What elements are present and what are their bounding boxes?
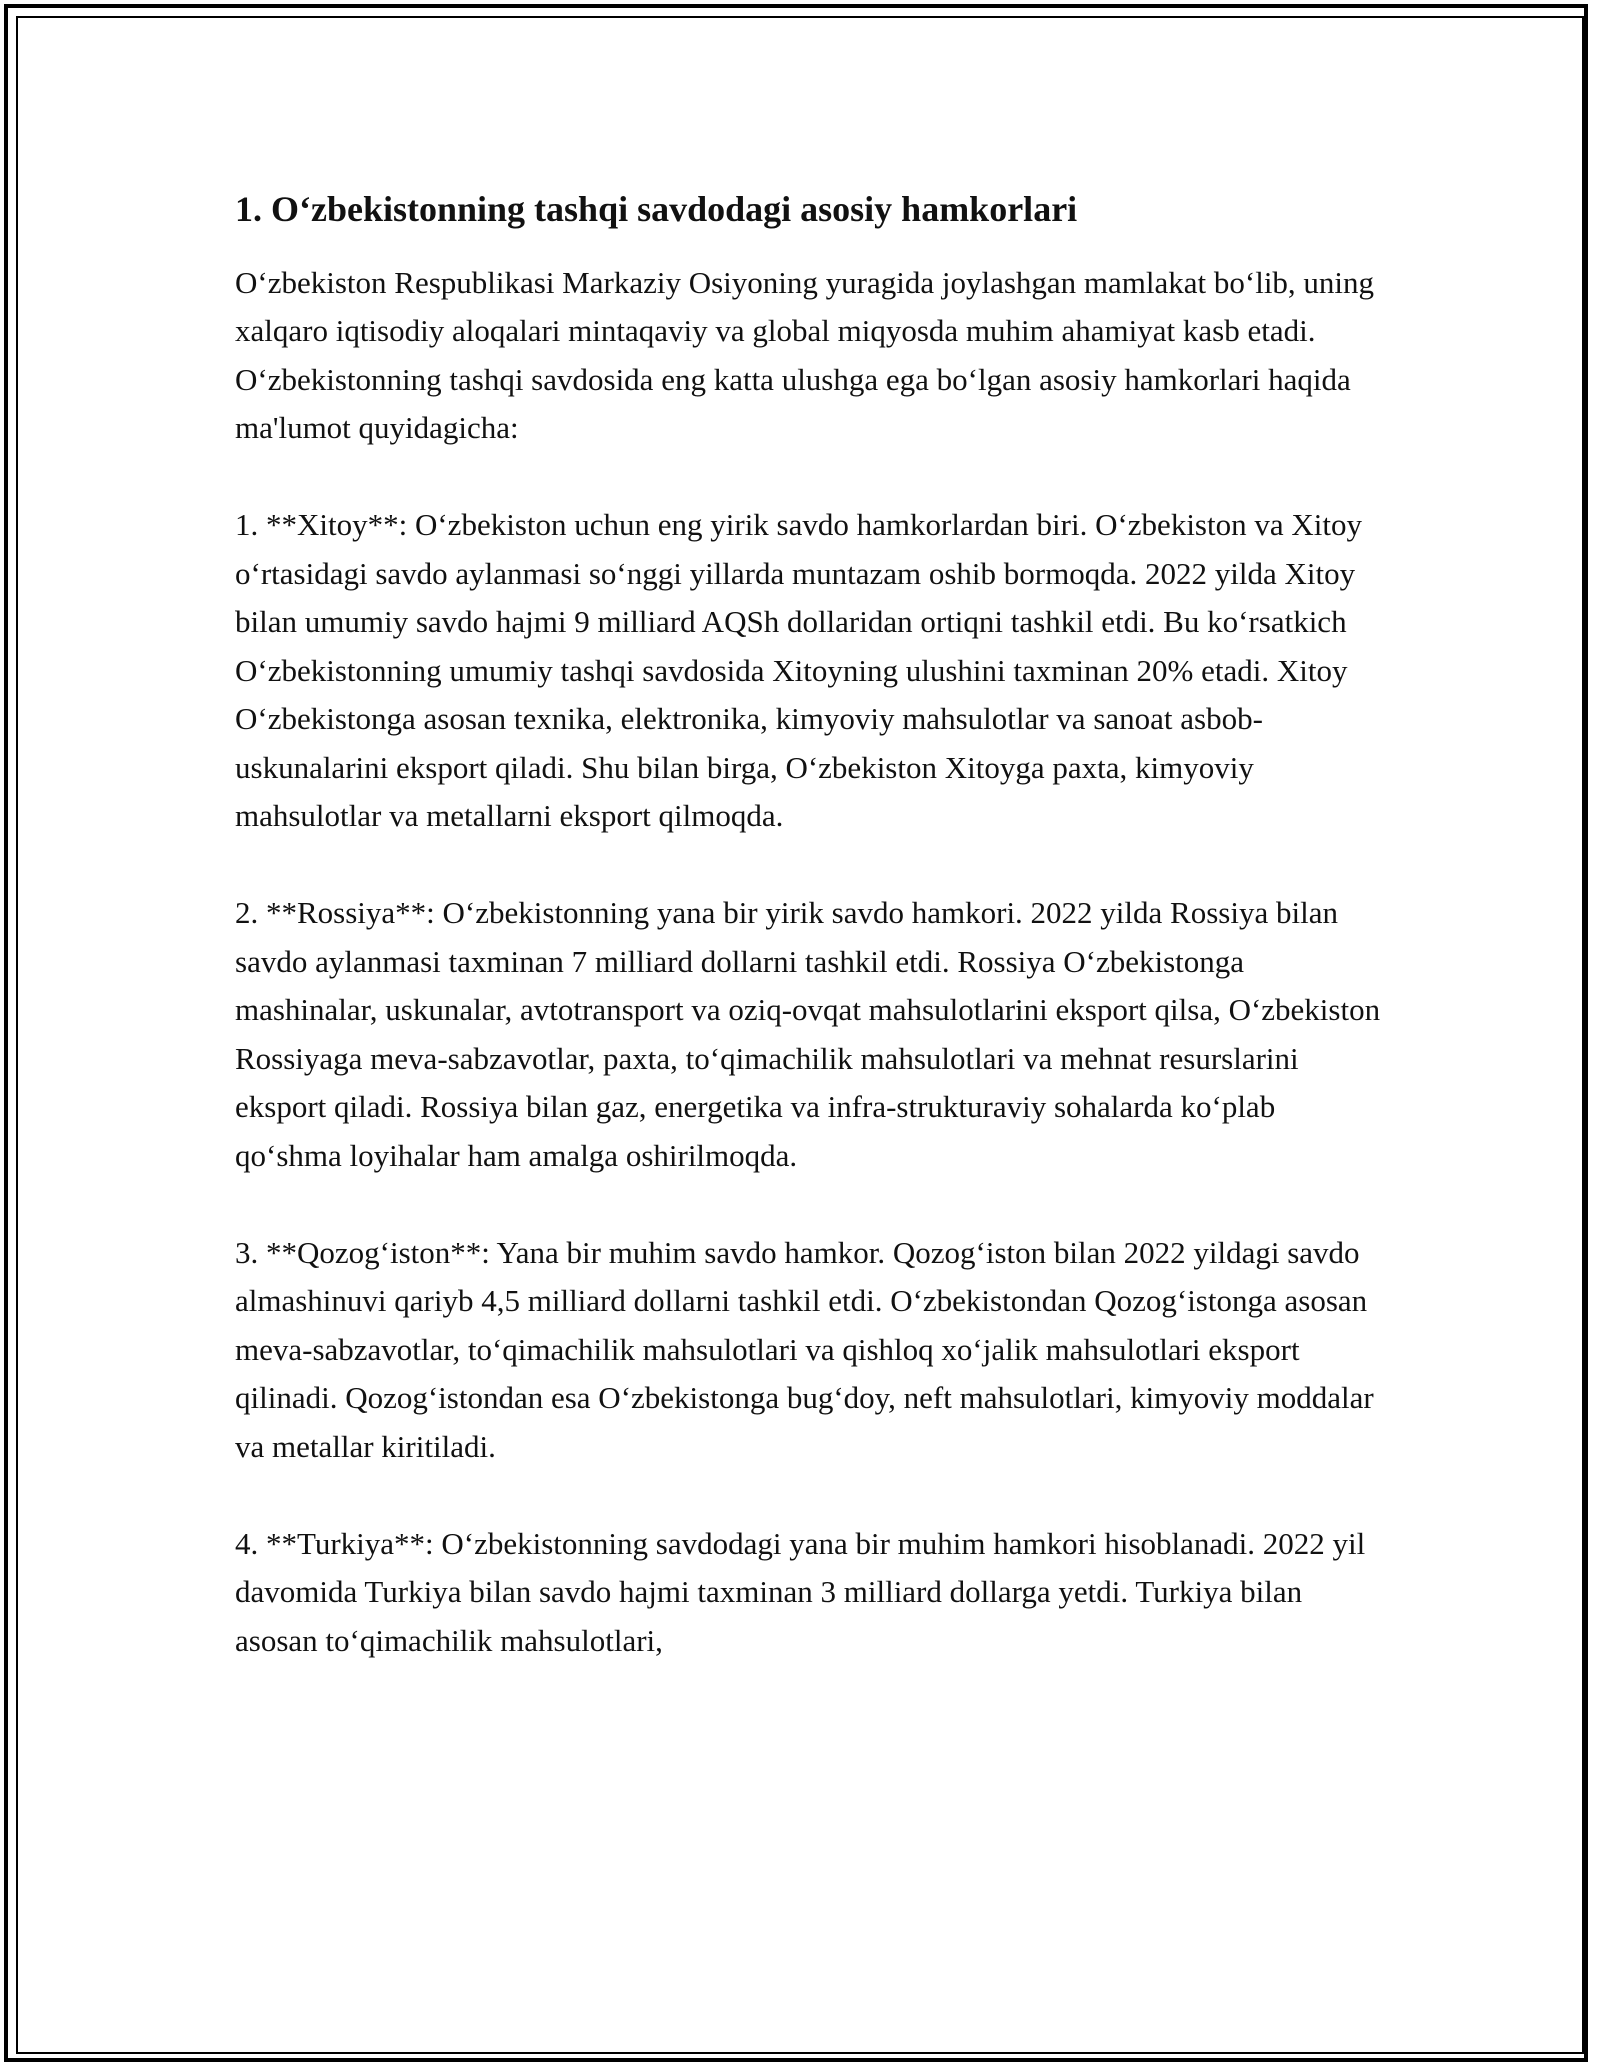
section-heading: 1. Oʻzbekistonning tashqi savdodagi asosiy hamkorlari	[235, 189, 1078, 229]
paragraph-russia: 2. **Rossiya**: Oʻzbekistonning yana bir yirik savdo hamkori. 2022 yilda Rossiya bilan savdo aylanmasi taxminan 7 milliard dollarni tashkil etdi. Rossiya Oʻzbekistonga mashinalar, uskunalar, avtotransport va oziq-ovqat mahsulotlarini eksport qilsa, Oʻzbekiston Rossiyaga meva-sabzavotlar, paxta, toʻqimachilik mahsulotlari va mehnat resurslarini eksport qiladi. Rossiya bilan gaz, energetika va infra-strukturaviy sohalarda koʻplab qoʻshma loyihalar ham amalga oshirilmoqda.	[235, 895, 1381, 1173]
paragraph-china: 1. **Xitoy**: Oʻzbekiston uchun eng yirik savdo hamkorlardan biri. Oʻzbekiston va Xitoy oʻrtasidagi savdo aylanmasi soʻnggi yillarda muntazam oshib bormoqda. 2022 yilda Xitoy bilan umumiy savdo hajmi 9 milliard AQSh dollaridan ortiqni tashkil etdi. Bu koʻrsatkich Oʻzbekistonning umumiy tashqi savdosida Xitoyning ulushini taxminan 20% etadi. Xitoy Oʻzbekistonga asosan texnika, elektronika, kimyoviy mahsulotlar va sanoat asbob-uskunalarini eksport qiladi. Shu bilan birga, Oʻzbekiston Xitoyga paxta, kimyoviy mahsulotlar va metallarni eksport qilmoqda.	[235, 507, 1362, 834]
paragraph-turkey: 4. **Turkiya**: Oʻzbekistonning savdodagi yana bir muhim hamkori hisoblanadi. 2022 yil davomida Turkiya bilan savdo hajmi taxminan 3 milliard dollarga yetdi. Turkiya bilan asosan toʻqimachilik mahsulotlari,	[235, 1525, 1366, 1658]
document-body	[235, 186, 1385, 1665]
intro-paragraph: Oʻzbekiston Respublikasi Markaziy Osiyoning yuragida joylashgan mamlakat boʻlib, uning xalqaro iqtisodiy aloqalari mintaqaviy va global miqyosda muhim ahamiyat kasb etadi. Oʻzbekistonning tashqi savdosida eng katta ulushga ega boʻlgan asosiy hamkorlari haqida ma'lumot quyidagicha:	[235, 264, 1375, 446]
paragraph-kazakhstan: 3. **Qozogʻiston**: Yana bir muhim savdo hamkor. Qozogʻiston bilan 2022 yildagi savdo almashinuvi qariyb 4,5 milliard dollarni tashkil etdi. Oʻzbekistondan Qozogʻistonga asosan meva-sabzavotlar, toʻqimachilik mahsulotlari va qishloq xoʻjalik mahsulotlari eksport qilinadi. Qozogʻistondan esa Oʻzbekistonga bugʻdoy, neft mahsulotlari, kimyoviy moddalar va metallar kiritiladi.	[235, 1234, 1374, 1464]
